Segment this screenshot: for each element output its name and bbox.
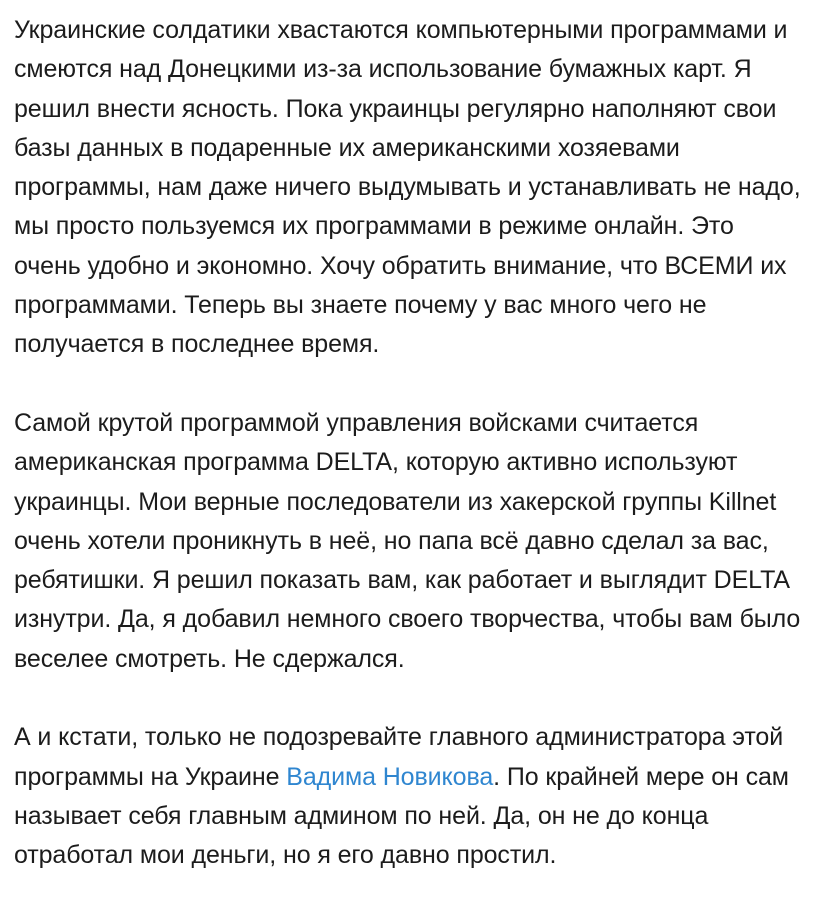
person-link[interactable]: Вадима Новикова	[286, 762, 494, 791]
paragraph-admin-text-start: А и кстати, только не подозревайте главного администратора этой программы на Украине	[14, 723, 784, 791]
paragraph-delta: Самой крутой программой управления войсками считается американская программа DELTA, которую активно используют украинцы. Мои верные последователи из хакерской группы Killnet очень хотели проникнуть в неё, но папа всё давно сделал за вас, ребятишки. Я решил показать вам, как работает и выглядит DELTA изнутри. Да, я добавил немного своего творчества, чтобы вам было веселее смотреть. Не сдержался.	[14, 408, 801, 673]
paragraph-intro: Украинские солдатики хвастаются компьютерными программами и смеются над Донецкими из-за использование бумажных карт. Я решил внести ясность. Пока украинцы регулярно наполняют свои базы данных в подаренные их американскими хозяевами программы, нам даже ничего выдумывать и устанавливать не надо, мы просто пользуемся их программами в режиме онлайн. Это очень удобно и экономно. Хочу обратить внимание, что ВСЕМИ их программами. Теперь вы знаете почему у вас много чего не получается в последнее время.	[14, 16, 801, 359]
paragraph-admin	[14, 718, 801, 875]
paragraph-admin-text-end: . По крайней мере он сам называет себя главным админом по ней. Да, он не до конца отработал мои деньги, но я его давно простил.	[14, 762, 789, 870]
